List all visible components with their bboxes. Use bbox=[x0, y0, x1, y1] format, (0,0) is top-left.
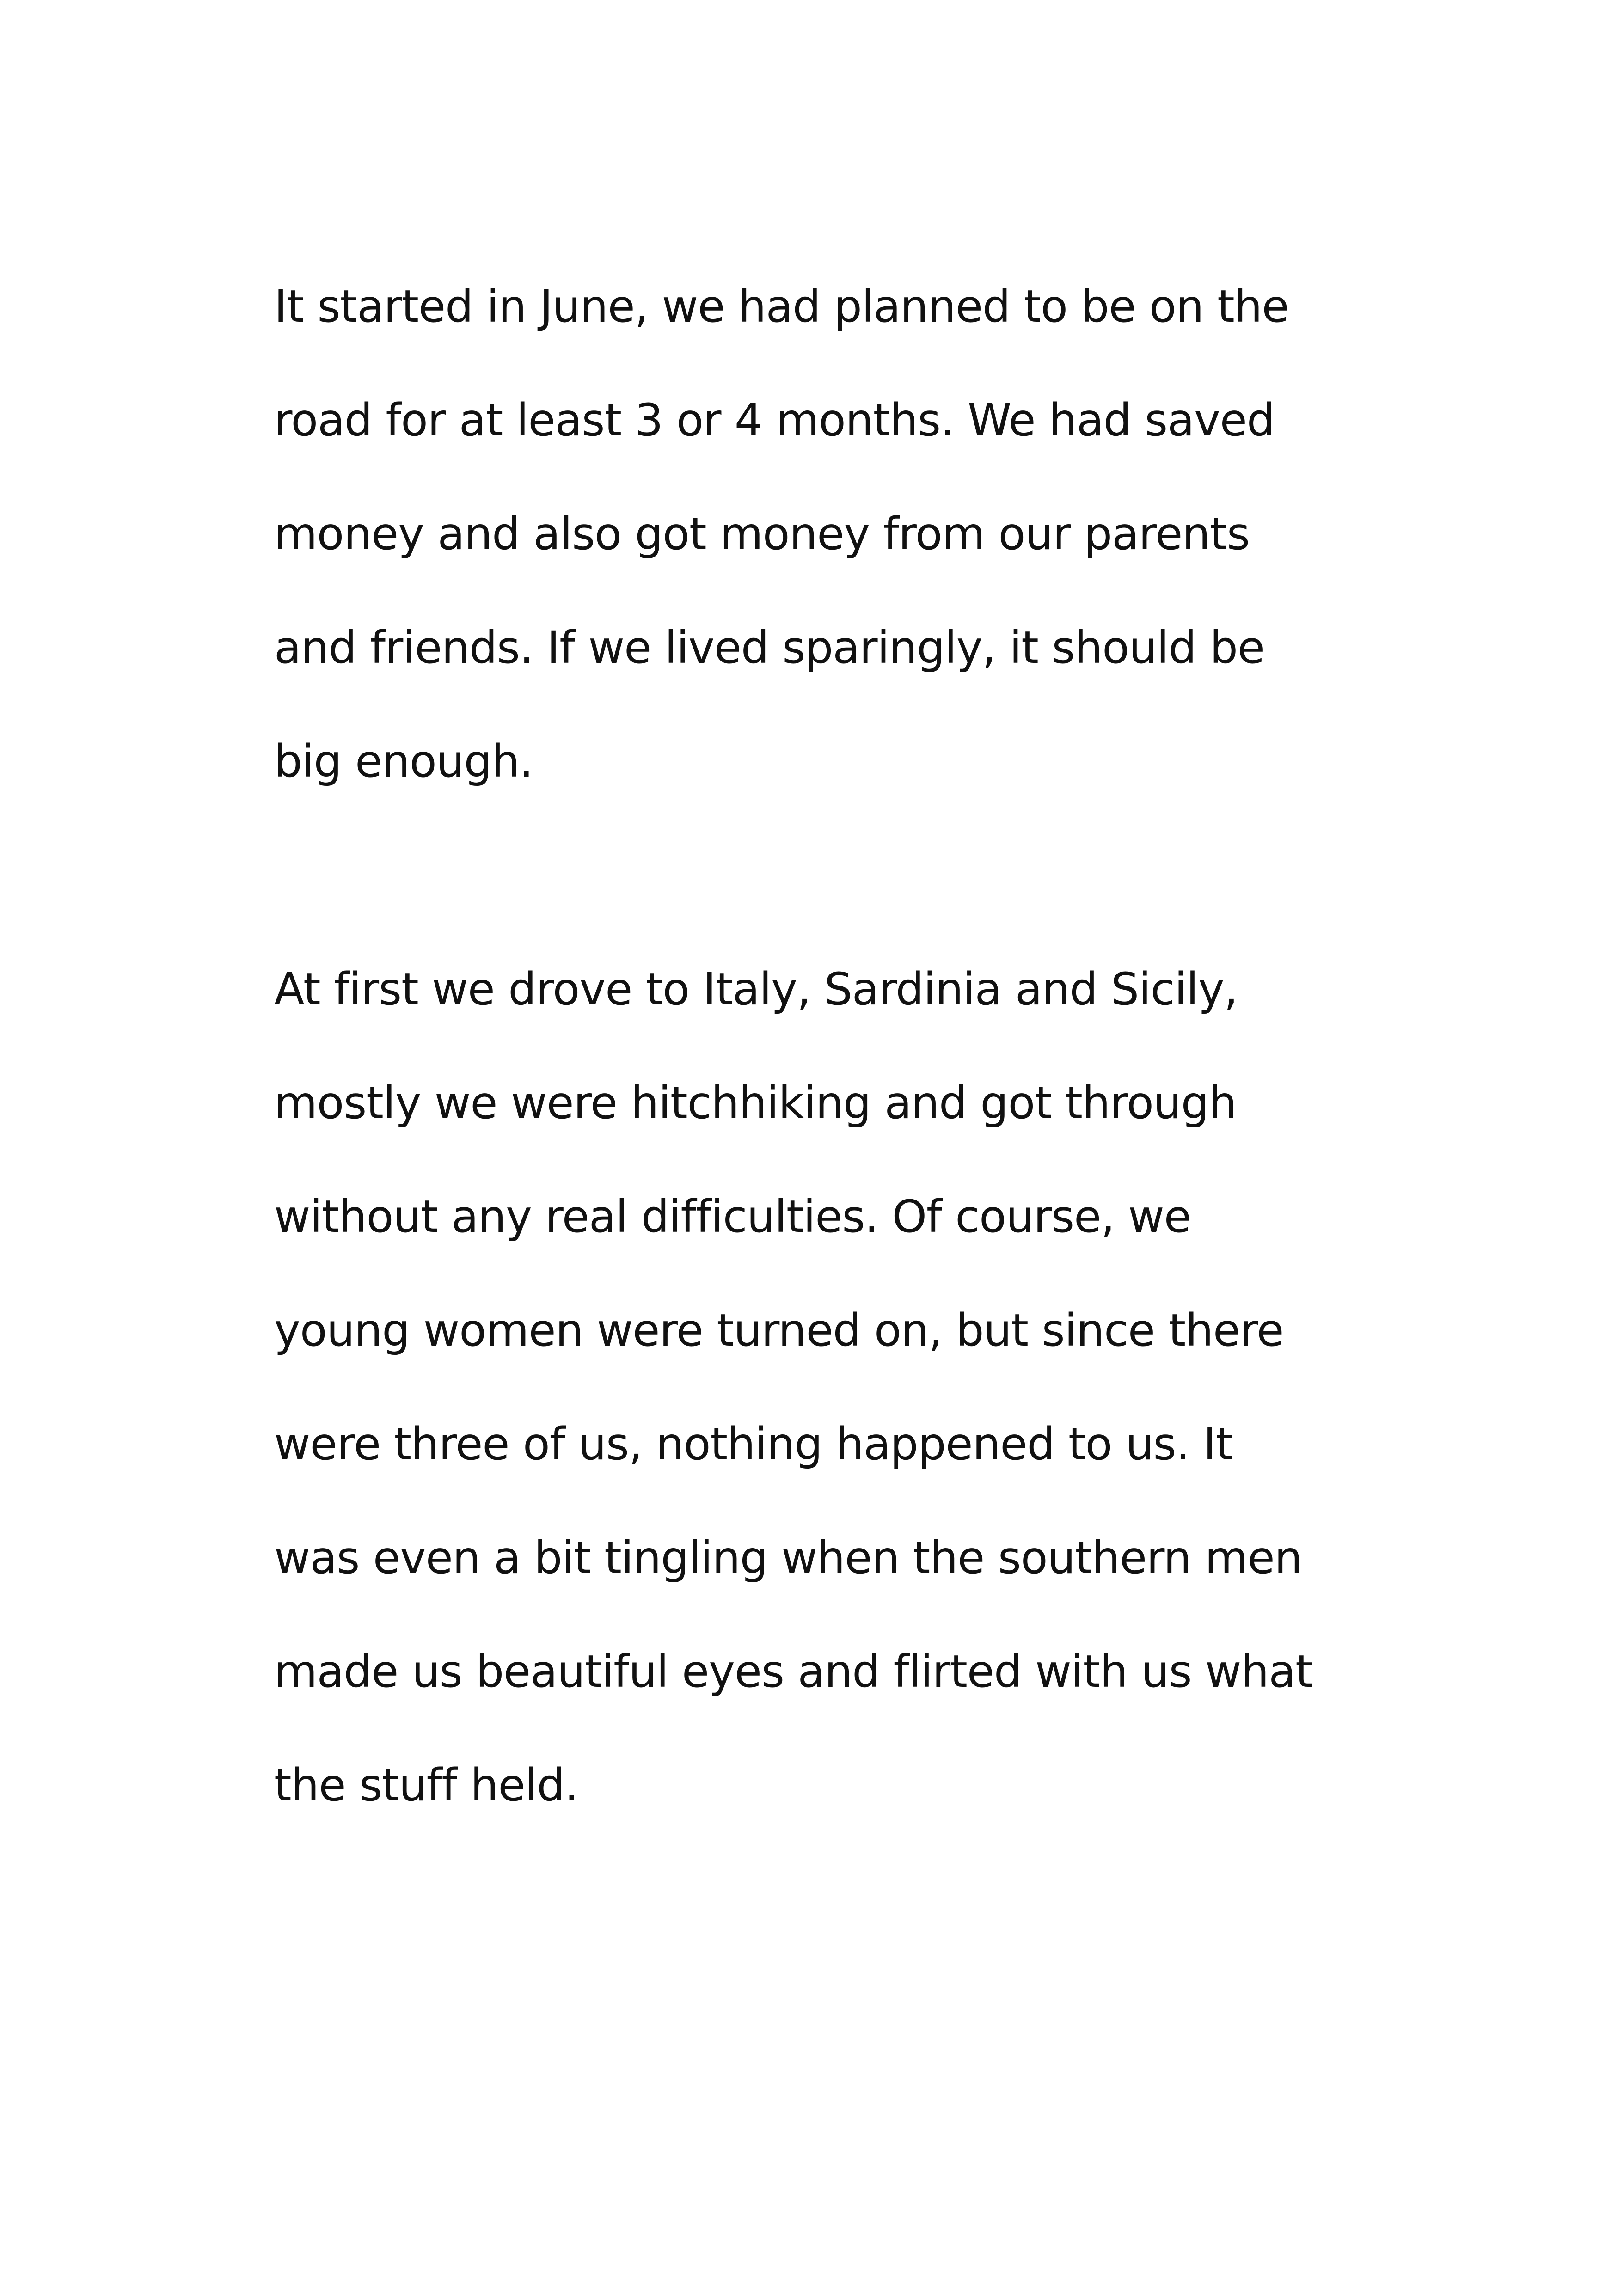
paragraph-line: the stuff held. bbox=[274, 1759, 578, 1811]
paragraph-line: At first we drove to Italy, Sardinia and Sicily, bbox=[274, 963, 1238, 1015]
paragraph-line: young women were turned on, but since there bbox=[274, 1304, 1284, 1356]
paragraph-line: made us beautiful eyes and flirted with us what bbox=[274, 1646, 1312, 1697]
paragraph-line: It started in June, we had planned to be on the bbox=[274, 281, 1289, 332]
paragraph-line: big enough. bbox=[274, 735, 533, 787]
paragraph-2 bbox=[274, 932, 1384, 1842]
paragraph-line: was even a bit tingling when the southern men bbox=[274, 1532, 1302, 1584]
paragraph-line: mostly we were hitchhiking and got through bbox=[274, 1077, 1237, 1129]
paragraph-line: and friends. If we lived sparingly, it should be bbox=[274, 622, 1264, 673]
paragraph-line: without any real difficulties. Of course, we bbox=[274, 1191, 1191, 1243]
paragraph-1 bbox=[274, 250, 1384, 818]
paragraph-line: money and also got money from our parents bbox=[274, 508, 1250, 560]
paragraph-line: road for at least 3 or 4 months. We had saved bbox=[274, 394, 1275, 446]
paragraph-line: were three of us, nothing happened to us. It bbox=[274, 1418, 1233, 1470]
